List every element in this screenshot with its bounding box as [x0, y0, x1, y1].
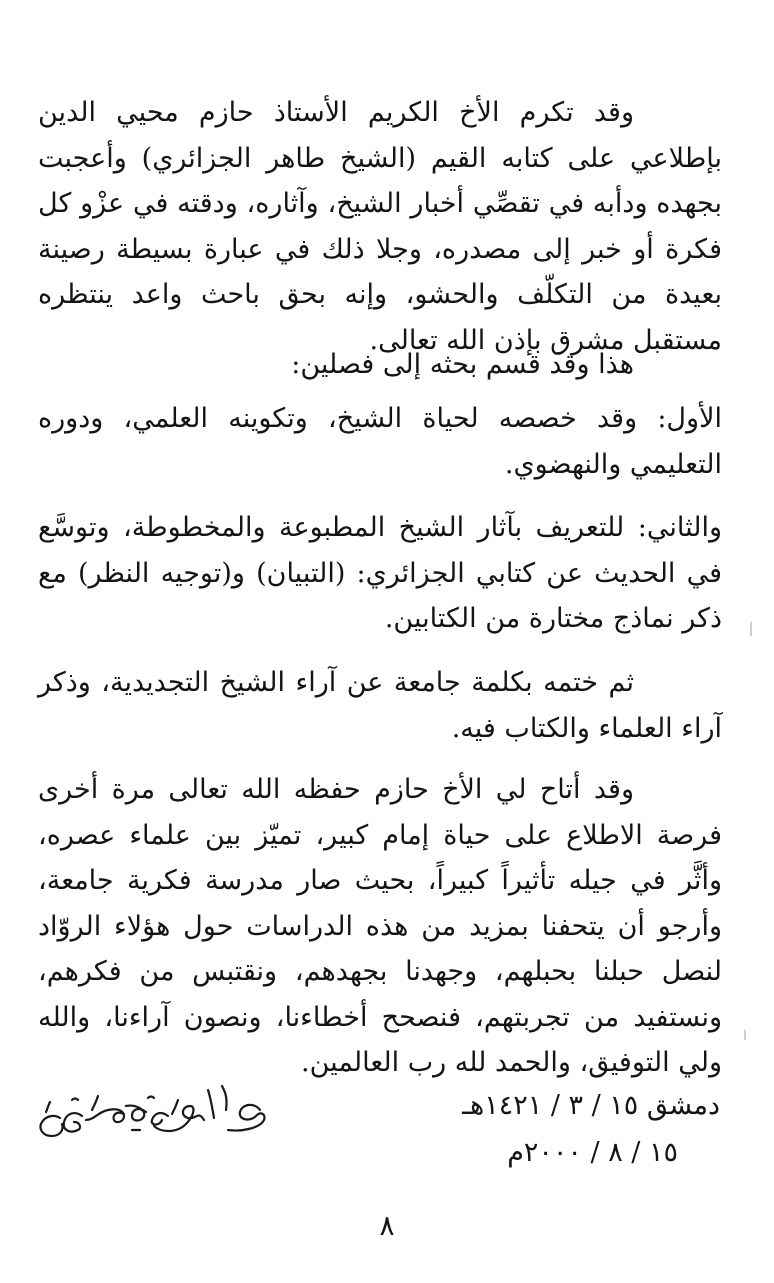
page-number: ٨	[379, 1209, 395, 1242]
scan-artifact	[750, 622, 752, 636]
paragraph-closing-thoughts: وقد أتاح لي الأخ حازم حفظه الله تعالى مرة أخرى فرصة الاطلاع على حياة إمام كبير، تميّز بين علماء عصره، وأثَّر في جيله تأثيراً كبيراً، بحيث صار مدرسة فكرية جامعة، وأرجو أن يتحفنا بمزيد من هذه الدراسات حول هؤلاء الروّاد لنصل حبلنا بحبلهم، وجهدنا بجهدهم، ونقتبس من فكرهم، ونستفيد من تجربتهم، فنصحح أخطاءنا، ونصون آراءنا، والله ولي التوفيق، والحمد لله رب العالمين.	[38, 774, 722, 1078]
paragraph-conclusion: ثم ختمه بكلمة جامعة عن آراء الشيخ التجديدية، وذكر آراء العلماء والكتاب فيه.	[38, 667, 722, 744]
date-hijri: دمشق ١٥ / ٣ / ١٤٢١هـ	[462, 1090, 720, 1121]
date-gregorian: ١٥ / ٨ / ٢٠٠٠م	[507, 1137, 678, 1168]
paragraph-first-chapter: الأول: وقد خصصه لحياة الشيخ، وتكوينه العلمي، ودوره التعليمي والنهضوي.	[38, 403, 722, 480]
paragraph-second-chapter: والثاني: للتعريف بآثار الشيخ المطبوعة والمخطوطة، وتوسَّع في الحديث عن كتابي الجزائري: (التبيان) و(توجيه النظر) مع ذكر نماذج مختارة من الكتابين.	[38, 512, 722, 634]
handwritten-signature	[28, 1080, 278, 1150]
paragraph-division: هذا وقد قسم بحثه إلى فصلين:	[291, 349, 634, 380]
scan-artifact	[744, 1030, 746, 1040]
paragraph-intro: وقد تكرم الأخ الكريم الأستاذ حازم محيي الدين بإطلاعي على كتابه القيم (الشيخ طاهر الجزائري) وأعجبت بجهده ودأبه في تقصِّي أخبار الشيخ، وآثاره، ودقته في عزْو كل فكرة أو خبر إلى مصدره، وجلا ذلك في عبارة بسيطة رصينة بعيدة من التكلّف والحشو، وإنه بحق باحث واعد ينتظره مستقبل مشرق بإذن الله تعالى.	[38, 97, 722, 356]
